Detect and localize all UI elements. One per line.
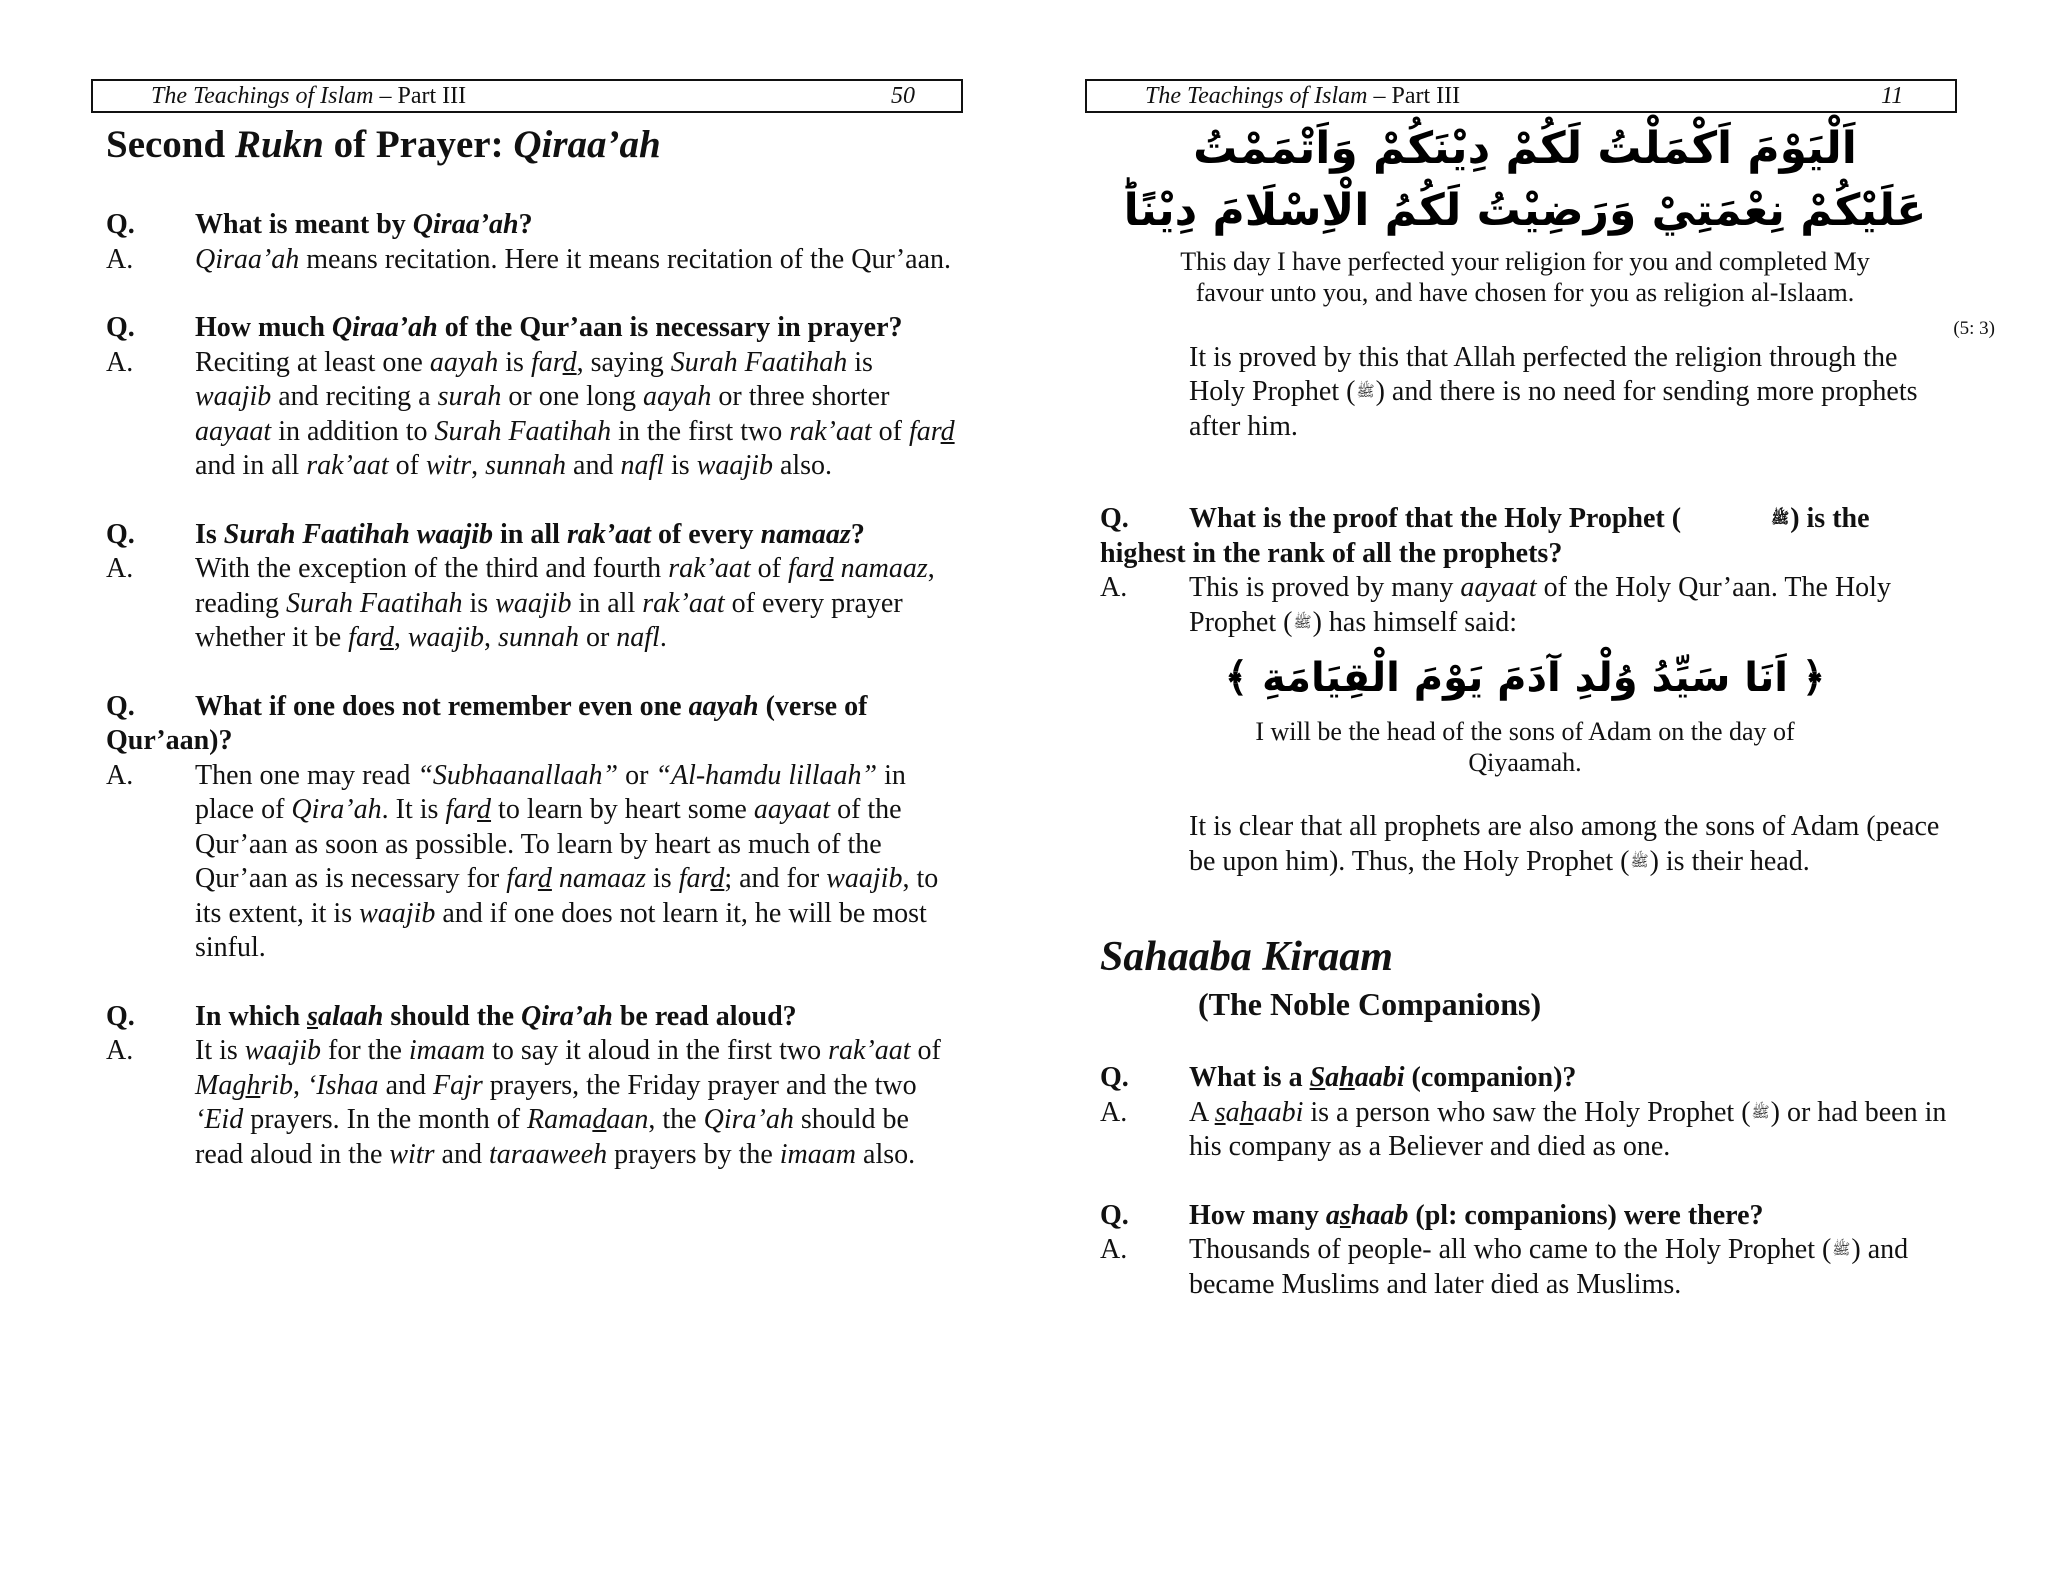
section-subtitle: (The Noble Companions)	[1198, 986, 1542, 1022]
qa-item	[1100, 502, 1950, 640]
question: Q. What is a Sahaabi (companion)?	[1100, 1062, 1577, 1093]
answer: A. This is proved by many aayaat of the Holy Qur’aan. The Holy Prophet (ﷺ) has himself said:	[1100, 572, 1891, 638]
qa-item	[1100, 1061, 1950, 1165]
pbuh-symbol: ﷺ	[1356, 382, 1375, 400]
answer: A. A sahaabi is a person who saw the Holy Prophet (ﷺ) or had been in his company as a Believer and died as one.	[1100, 1096, 1947, 1162]
running-title: The Teachings of Islam – Part III	[1145, 83, 1461, 109]
pbuh-symbol: ﷺ	[1293, 612, 1312, 631]
question: Q. How much Qiraa’ah of the Qur’aan is necessary in prayer?	[106, 312, 903, 343]
answer: A. Thousands of people- all who came to the Holy Prophet (ﷺ) and became Muslims and later died as Muslims.	[1100, 1234, 1909, 1300]
paragraph: It is clear that all prophets are also among the sons of Adam (peace be upon him). Thus, the Holy Prophet (ﷺ) is their head.	[1189, 811, 1940, 877]
question: Q. How many ashaab (pl: companions) were there?	[1100, 1199, 1764, 1231]
qa-item	[106, 690, 956, 966]
right-content	[1100, 0, 1995, 1336]
verse-reference: (5: 3)	[1953, 318, 1995, 339]
answer: A. With the exception of the third and fourth rak’aat of fard namaaz, reading Surah Faatihah is waajib in all rak’aat of every prayer whether it be fard, waajib, sunnah or nafl.	[106, 553, 935, 653]
qa-item	[1100, 1199, 1950, 1303]
page-number: 11	[1881, 83, 1904, 109]
section-title: Sahaaba Kiraam	[1100, 934, 1393, 980]
question: Q. Is Surah Faatihah waajib in all rak’aat of every namaaz?	[106, 518, 865, 550]
hadith-translation: I will be the head of the sons of Adam on the day of Qiyaamah.	[1255, 717, 1795, 777]
answer: A. Qiraa’ah means recitation. Here it means recitation of the Qur’aan.	[106, 243, 951, 275]
question: Q. What is the proof that the Holy Prophet ( ﷺ) is the highest in the rank of all the prophets?	[1100, 503, 1870, 569]
left-content	[106, 120, 956, 1206]
qa-item	[106, 208, 956, 277]
right-page	[1000, 0, 2048, 1582]
answer: A. Reciting at least one aayah is fard, saying Surah Faatihah is waajib and reciting a surah or one long aayah or three shorter aayaat in addition to Surah Faatihah in the first two rak’aat of fard and in all rak’aat of witr, sunnah and nafl is waajib also.	[106, 346, 955, 481]
qa-item	[106, 518, 956, 656]
pbuh-symbol: ﷺ	[1630, 851, 1649, 870]
qa-item	[106, 1000, 956, 1173]
quran-verse-arabic: اَلْيَوْمَ اَكْمَلْتُ لَكُمْ دِيْنَكُمْ وَاَتْمَمْتُ عَلَيْكُمْ نِعْمَتِيْ وَرَضِيْتُ لَكُمُ الْاِسْلَامَ دِيْنًاؕ	[1123, 123, 1927, 236]
pbuh-symbol: ﷺ	[1832, 1240, 1851, 1258]
qa-item	[106, 311, 956, 484]
left-page	[0, 0, 1000, 1582]
page-number: 50	[891, 83, 915, 109]
verse-translation: This day I have perfected your religion for you and completed My favour unto you, and have chosen for you as religion al-Islaam.	[1180, 247, 1870, 307]
question: Q. What if one does not remember even one aayah (verse of Qur’aan)?	[106, 690, 868, 756]
hadith-arabic: ﴿ اَنَا سَيِّدُ وُلْدِ آدَمَ يَوْمَ الْقِيَامَةِ ﴾	[1224, 655, 1826, 701]
answer: A. It is waajib for the imaam to say it aloud in the first two rak’aat of Maghrib, ‘Ishaa and Fajr prayers, the Friday prayer and the two ‘Eid prayers. In the month of Ramadaan, the Qira’ah should be read aloud in the witr and taraaweeh prayers by the imaam also.	[106, 1035, 941, 1170]
paragraph: It is proved by this that Allah perfected the religion through the Holy Prophet (ﷺ) and there is no need for sending more prophets after him.	[1189, 341, 1918, 442]
pbuh-symbol: ﷺ	[1751, 1102, 1770, 1121]
running-title: The Teachings of Islam – Part III	[151, 83, 467, 109]
pbuh-symbol: ﷺ	[1771, 509, 1790, 527]
answer: A. Then one may read “Subhaanallaah” or “Al-hamdu lillaah” in place of Qira’ah. It is fard to learn by heart some aayaat of the Qur’aan as soon as possible. To learn by heart as much of the Qur’aan as is necessary for fard namaaz is fard; and for waajib, to its extent, it is waajib and if one does not learn it, he will be most sinful.	[106, 759, 939, 963]
page-header	[91, 79, 963, 113]
page-title: Second Rukn of Prayer: Qiraa’ah	[106, 123, 661, 166]
question: Q. What is meant by Qiraa’ah?	[106, 209, 533, 240]
question: Q. In which salaah should the Qira’ah be read aloud?	[106, 1000, 797, 1032]
